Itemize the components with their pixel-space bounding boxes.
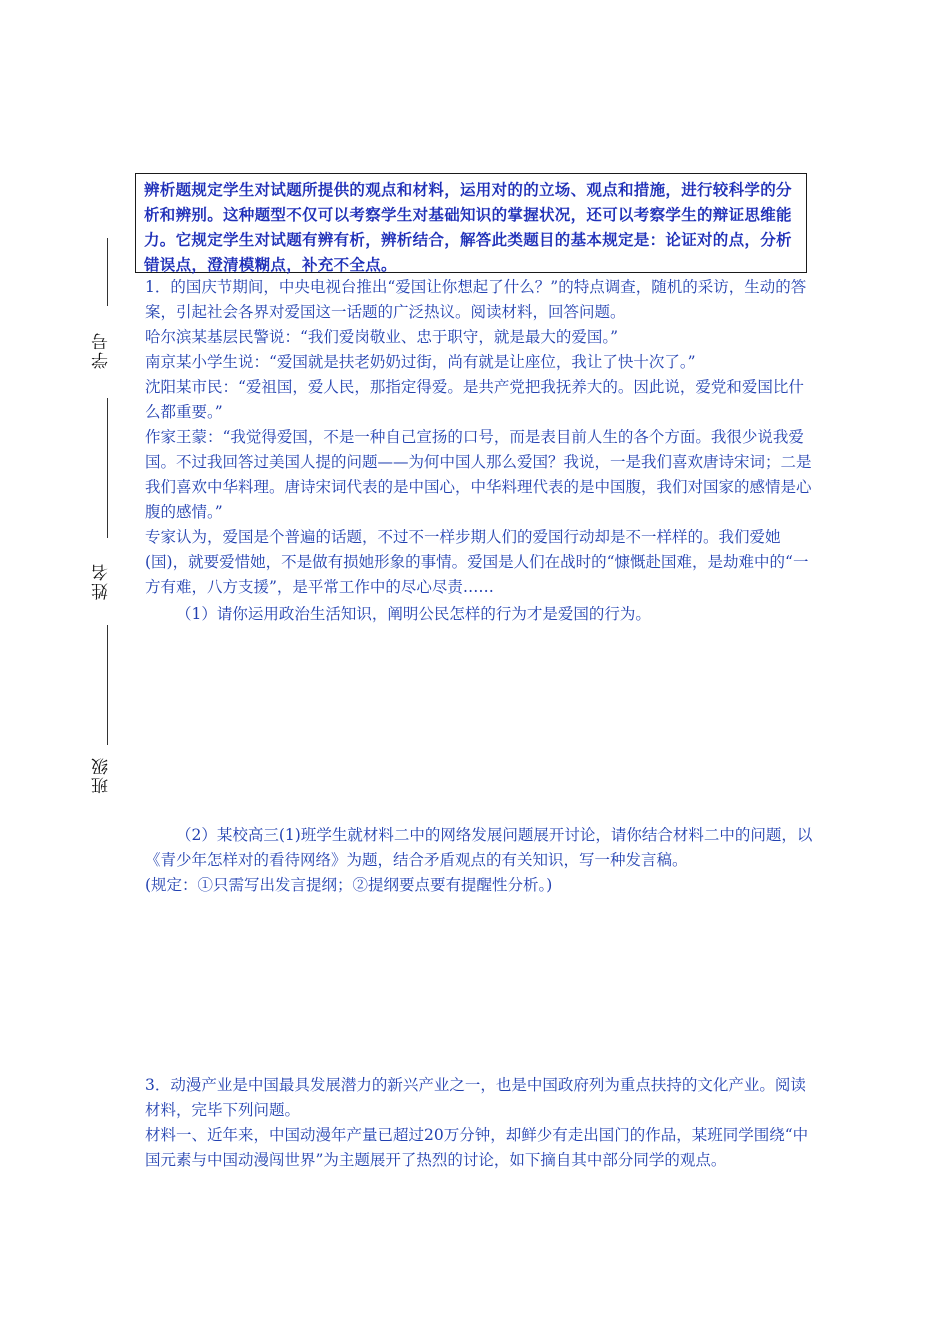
class-label: 班级 [92, 756, 112, 794]
name-label: 姓名 [92, 562, 112, 600]
q1-material-citizen: 沈阳某市民：“爱祖国，爱人民，那指定得爱。是共产党把我抚养大的。因此说，爱党和爱国比什么都重要。” [145, 378, 804, 421]
q3-material-1: 材料一、近年来，中国动漫年产量已超过20万分钟，却鲜少有走出国门的作品，某班同学围绕“中国元素与中国动漫闯世界”为主题展开了热烈的讨论，如下摘自其中部分同学的观点。 [145, 1126, 809, 1169]
name-line [107, 625, 108, 745]
q1-material-student: 南京某小学生说：“爱国就是扶老奶奶过街，尚有就是让座位，我让了快十次了。” [145, 353, 696, 371]
margin-line-top [107, 238, 108, 306]
intro-box [135, 173, 807, 273]
question-2 [145, 823, 813, 898]
q1-material-wangmeng: 作家王蒙：“我觉得爱国，不是一种自己宣扬的口号，而是表目前人生的各个方面。我很少说我爱国。不过我回答过美国人提的问题——为何中国人那么爱国？我说，一是我们喜欢唐诗宋词；二是我们喜欢中华料理。唐诗宋词代表的是中国心，中华料理代表的是中国腹，我们对国家的感情是心腹的感情。” [145, 428, 812, 521]
q2-text: （2）某校高三(1)班学生就材料二中的网络发展问题展开讨论，请你结合材料二中的问题，以《青少年怎样对的看待网络》为题，结合矛盾观点的有关知识，写一种发言稿。 [145, 826, 813, 869]
intro-text: 辨析题规定学生对试题所提供的观点和材料，运用对的的立场、观点和措施，进行较科学的分析和辨别。这种题型不仅可以考察学生对基础知识的掌握状况，还可以考察学生的辩证思维能力。它规定学生对试题有辨有析，辨析结合，解答此类题目的基本规定是：论证对的点，分析错误点，澄清模糊点，补充不全点。 [144, 180, 792, 274]
q1-material-expert: 专家认为，爱国是个普遍的话题，不过不一样步期人们的爱国行动却是不一样样的。我们爱她(国)，就要爱惜她，不是做有损她形象的事情。爱国是人们在战时的“慷慨赴国难，是劫难中的“一方有难，八方支援”，是平常工作中的尽心尽责…… [145, 528, 809, 596]
student-id-line [107, 398, 108, 538]
student-id-label: 学号 [92, 331, 112, 369]
q1-material-police: 哈尔滨某基层民警说：“我们爱岗敬业、忠于职守，就是最大的爱国。” [145, 328, 619, 346]
q2-note: (规定：①只需写出发言提纲；②提纲要点要有提醒性分析。) [145, 876, 553, 894]
question-3 [145, 1073, 813, 1173]
question-1 [145, 275, 813, 627]
q1-stem: 1．的国庆节期间，中央电视台推出“爱国让你想起了什么？”的特点调查，随机的采访，生动的答案，引起社会各界对爱国这一话题的广泛热议。阅读材料，回答问题。 [145, 278, 807, 321]
q1-sub-question-1: （1）请你运用政治生活知识，阐明公民怎样的行为才是爱国的行为。 [176, 605, 651, 623]
q3-stem: 3．动漫产业是中国最具发展潜力的新兴产业之一，也是中国政府列为重点扶持的文化产业。阅读材料，完毕下列问题。 [145, 1076, 806, 1119]
